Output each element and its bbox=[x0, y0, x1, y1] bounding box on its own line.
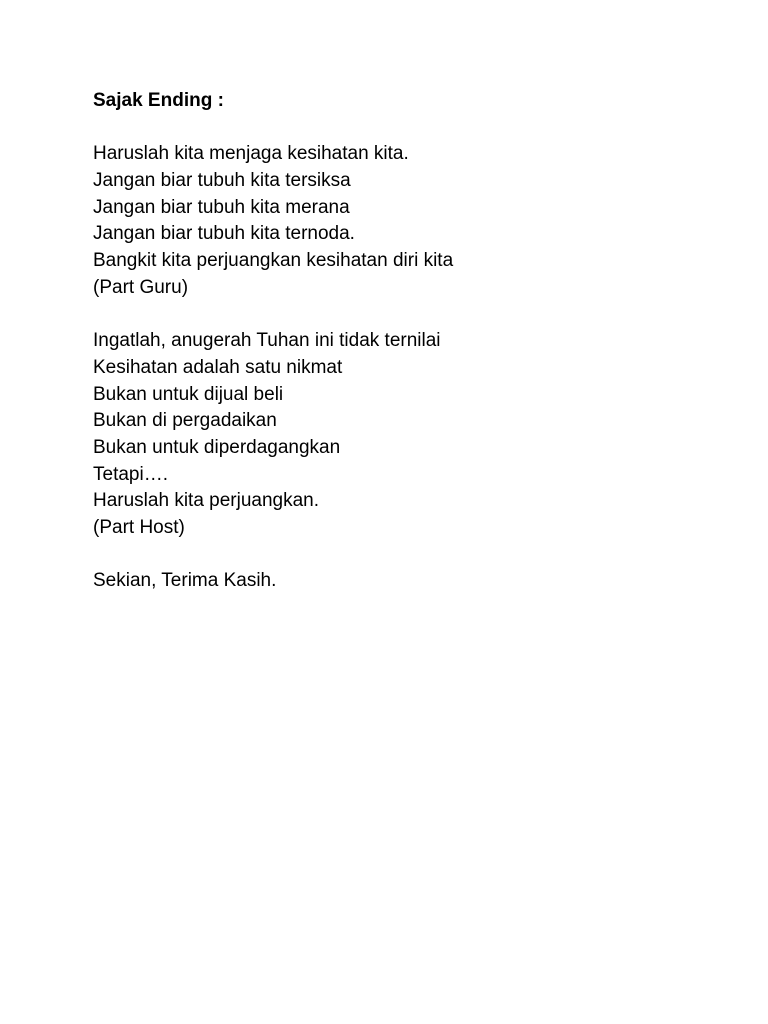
poem-line: Bukan untuk diperdagangkan bbox=[93, 436, 341, 458]
part-label: (Part Guru) bbox=[93, 276, 189, 298]
blank-line bbox=[93, 302, 693, 329]
poem-line: Jangan biar tubuh kita ternoda. bbox=[93, 223, 355, 245]
document-body bbox=[93, 88, 693, 595]
poem-line: Jangan biar tubuh kita merana bbox=[93, 196, 350, 218]
poem-line: Kesihatan adalah satu nikmat bbox=[93, 356, 343, 378]
blank-line bbox=[93, 542, 693, 569]
stanza-2 bbox=[93, 328, 693, 542]
blank-line bbox=[93, 115, 693, 142]
stanza-1 bbox=[93, 141, 693, 301]
poem-line: Bukan untuk dijual beli bbox=[93, 383, 284, 405]
poem-line: Ingatlah, anugerah Tuhan ini tidak ternilai bbox=[93, 330, 441, 352]
poem-line: Bangkit kita perjuangkan kesihatan diri kita bbox=[93, 250, 454, 272]
document-title: Sajak Ending : bbox=[93, 90, 224, 111]
poem-line: Bukan di pergadaikan bbox=[93, 410, 277, 432]
poem-line: Haruslah kita perjuangkan. bbox=[93, 490, 320, 512]
poem-line: Jangan biar tubuh kita tersiksa bbox=[93, 170, 351, 192]
poem-line: Tetapi…. bbox=[93, 463, 168, 485]
closing-line: Sekian, Terima Kasih. bbox=[93, 570, 277, 592]
part-label: (Part Host) bbox=[93, 517, 185, 538]
poem-line: Haruslah kita menjaga kesihatan kita. bbox=[93, 143, 409, 165]
